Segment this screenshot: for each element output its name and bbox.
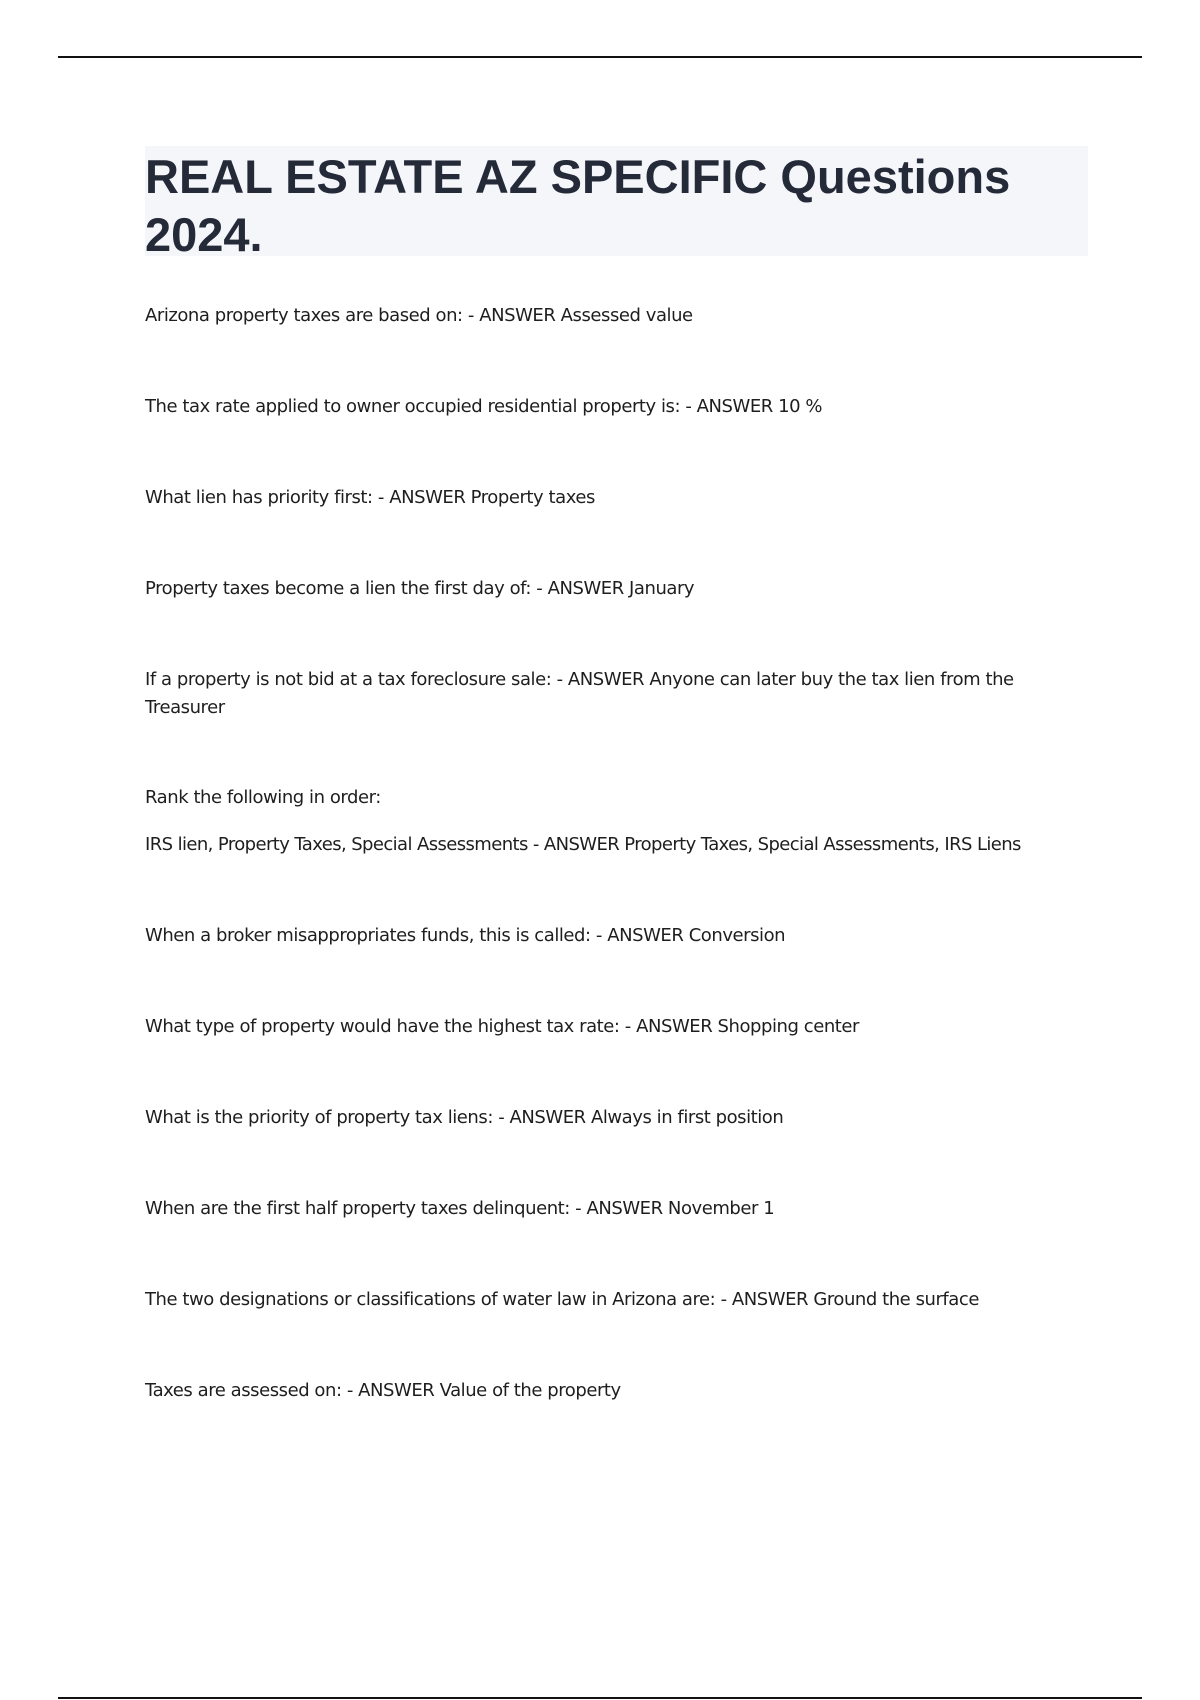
top-rule — [58, 56, 1142, 58]
qa-item-9: What is the priority of property tax liens: - ANSWER Always in first position — [145, 1107, 784, 1128]
qa-item-7: When a broker misappropriates funds, this is called: - ANSWER Conversion — [145, 925, 786, 946]
qa-item-3: What lien has priority first: - ANSWER Property taxes — [145, 487, 595, 508]
qa-item-11: The two designations or classifications of water law in Arizona are: - ANSWER Ground the surface — [145, 1289, 979, 1310]
qa-item-2: The tax rate applied to owner occupied residential property is: - ANSWER 10 % — [145, 396, 823, 417]
qa-item-8: What type of property would have the highest tax rate: - ANSWER Shopping center — [145, 1016, 859, 1037]
qa-item-10: When are the first half property taxes delinquent: - ANSWER November 1 — [145, 1198, 775, 1219]
qa-item-12: Taxes are assessed on: - ANSWER Value of the property — [145, 1380, 621, 1401]
qa-item-4: Property taxes become a lien the first day of: - ANSWER January — [145, 578, 695, 599]
qa-item-5: If a property is not bid at a tax foreclosure sale: - ANSWER Anyone can later buy the tax lien from the Treasurer — [145, 669, 1014, 718]
bottom-rule — [58, 1697, 1142, 1699]
document-title: REAL ESTATE AZ SPECIFIC Questions 2024. — [145, 150, 1011, 261]
qa-item-1: Arizona property taxes are based on: - ANSWER Assessed value — [145, 305, 693, 326]
qa-item-6-heading: Rank the following in order: — [145, 787, 381, 808]
qa-item-6: IRS lien, Property Taxes, Special Assessments - ANSWER Property Taxes, Special Assessments, IRS Liens — [145, 834, 1021, 855]
